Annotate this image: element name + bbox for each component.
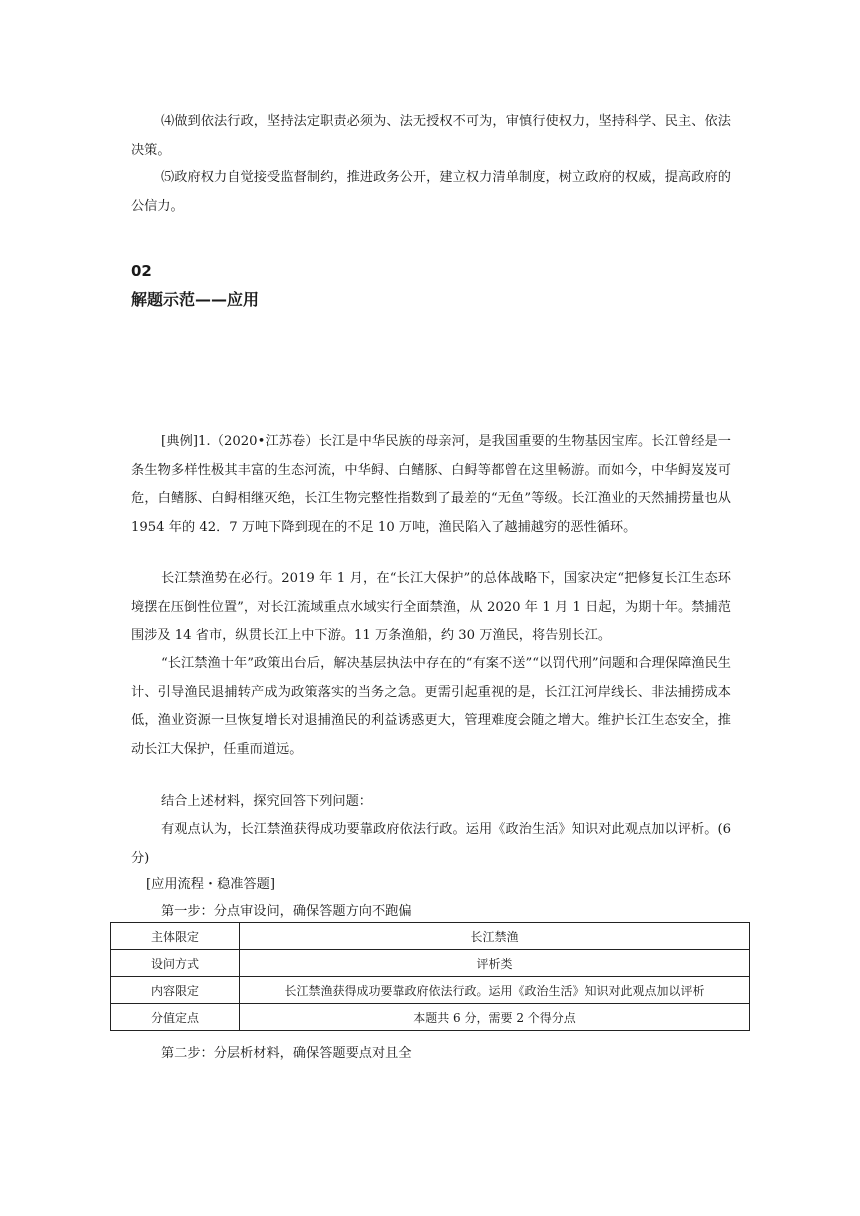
step-1-heading: 第一步：分点审设问，确保答题方向不跑偏: [161, 904, 412, 919]
table-row: [111, 923, 750, 950]
table-cell-value: 本题共 6 分，需要 2 个得分点: [240, 1004, 750, 1031]
table-row: [111, 977, 750, 1004]
question-text: 有观点认为，长江禁渔获得成功要靠政府依法行政。运用《政治生活》知识对此观点加以评析。(6 分): [131, 822, 731, 866]
section-number: 02: [131, 262, 152, 280]
step-2-heading: 第二步：分层析材料，确保答题要点对且全: [161, 1046, 412, 1061]
example-paragraph-3: “长江禁渔十年”政策出台后，解决基层执法中存在的“有案不送”“以罚代刑”问题和合理保障渔民生计、引导渔民退捕转产成为政策落实的当务之急。更需引起重视的是，长江江河岸线长、非法捕捞成本低，渔业资源一旦恢复增长对退捕渔民的利益诱惑更大，管理难度会随之增大。维护长江生态安全，推动长江大保护，任重而道远。: [131, 656, 731, 757]
table-cell-label: 分值定点: [111, 1004, 240, 1031]
table-cell-value: 长江禁渔获得成功要靠政府依法行政。运用《政治生活》知识对此观点加以评析: [240, 977, 750, 1004]
paragraph-4: ⑷做到依法行政，坚持法定职责必须为、法无授权不可为，审慎行使权力，坚持科学、民主、依法决策。: [131, 114, 731, 158]
example-paragraph-1: [典例]1.（2020•江苏卷）长江是中华民族的母亲河，是我国重要的生物基因宝库。长江曾经是一条生物多样性极其丰富的生态河流，中华鲟、白鳍豚、白鲟等都曾在这里畅游。而如今，中华鲟岌岌可危，白鳍豚、白鲟相继灭绝，长江生物完整性指数到了最差的“无鱼”等级。长江渔业的天然捕捞量也从 1954 年的 42．7 万吨下降到现在的不足 10 万吨，渔民陷入了越捕越穷的恶性循环。: [131, 434, 731, 535]
table-row: [111, 950, 750, 977]
table-cell-label: 内容限定: [111, 977, 240, 1004]
paragraph-5: ⑸政府权力自觉接受监督制约，推进政务公开，建立权力清单制度，树立政府的权威，提高政府的公信力。: [131, 170, 731, 214]
example-paragraph-2: 长江禁渔势在必行。2019 年 1 月，在“长江大保护”的总体战略下，国家决定“把修复长江生态环境摆在压倒性位置”，对长江流域重点水域实行全面禁渔，从 2020 年 1 月 1 日起，为期十年。禁捕范围涉及 14 省市，纵贯长江上中下游。11 万条渔船，约 30 万渔民，将告别长江。: [131, 571, 731, 643]
question-prompt: 结合上述材料，探究回答下列问题：: [161, 794, 372, 809]
table-row: [111, 1004, 750, 1031]
section-title: 解题示范——应用: [131, 290, 260, 309]
analysis-table: [110, 922, 750, 1031]
flow-label: [应用流程・稳准答题]: [146, 877, 275, 892]
table-cell-value: 评析类: [240, 950, 750, 977]
table-cell-label: 主体限定: [111, 923, 240, 950]
table-cell-value: 长江禁渔: [240, 923, 750, 950]
table-cell-label: 设问方式: [111, 950, 240, 977]
